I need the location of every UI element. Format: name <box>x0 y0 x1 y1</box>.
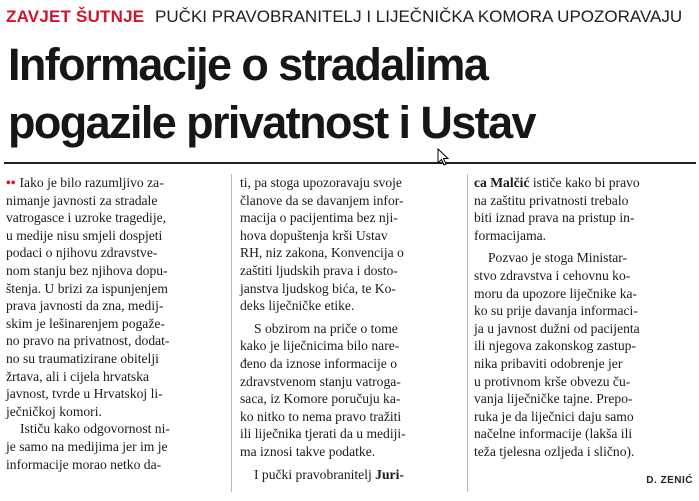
paragraph-7 <box>474 249 696 460</box>
headline-line-2: pogazile privatnost i Ustav <box>8 97 535 148</box>
text-line: na zaštitu privatnosti trebalo <box>474 192 629 208</box>
paragraph-2 <box>6 420 224 473</box>
author-byline: D. ZENIĆ <box>646 475 693 486</box>
paragraph-1 <box>6 174 224 420</box>
text-line: vatrogasce i uzroke tragedije, <box>6 210 167 226</box>
text-line: S obzirom na priče o tome <box>254 320 398 336</box>
text-line: prava javnosti da zna, medij- <box>6 298 164 314</box>
article-column-2 <box>240 174 462 483</box>
text-line: RH, niz zakona, Konvencija o <box>240 245 404 261</box>
text-line: članove da se davanjem infor- <box>240 192 404 208</box>
text-line: ko nitko to nema pravo tražiti <box>240 408 402 424</box>
text-line: vanja liječničke tajne. Prepo- <box>474 391 633 407</box>
text-line: ko su prije davanja informaci- <box>474 303 638 319</box>
text-line: informacije morao netko da- <box>6 456 162 472</box>
text-line: kako je liječnicima bilo nare- <box>240 338 400 354</box>
text-line: štenja. U brizi za ispunjenjem <box>6 280 168 296</box>
text-line: ca Malčić ističe kako bi pravo <box>474 175 640 190</box>
text-line: podaci o njihovu zdravstve- <box>6 245 158 261</box>
text-line: I pučki pravobranitelj Juri- <box>254 466 404 482</box>
text-line: u medije nisu smjeli dospjeti <box>6 227 163 243</box>
text-line: stvo zdravstva i cehovnu ko- <box>474 267 631 283</box>
text-line: ili njegova zakonskog zastup- <box>474 338 636 354</box>
text-line: ječničkoj komori. <box>6 403 102 419</box>
column-divider <box>467 174 468 492</box>
mouse-cursor-icon <box>437 148 449 166</box>
text-line: formacijama. <box>474 227 547 243</box>
headline-line-1: Informacije o stradalima <box>8 39 488 90</box>
text-line: žrtava, ali i cijela hrvatska <box>6 368 150 384</box>
text-line: ti, pa stoga upozoravaju svoje <box>240 175 402 190</box>
text-line: javnost, tvrde u Hrvatskoj li- <box>6 386 163 402</box>
paragraph-5 <box>240 466 462 484</box>
text-line: skim je lešinarenjem pogaže- <box>6 315 165 331</box>
text-line: teža tjelesna ozljeda i slično). <box>474 443 635 459</box>
text-line: •• Iako je bilo razumljivo za- <box>6 175 164 190</box>
text-line: hova dopuštenja krši Ustav <box>240 227 388 243</box>
text-line: Pozvao je stoga Ministar- <box>488 250 628 266</box>
text-line: deks liječničke etike. <box>240 298 355 314</box>
text-line: saca, iz Komore poručuju ka- <box>240 391 401 407</box>
text-line: nom stanju bez njihova dopu- <box>6 262 168 278</box>
text-line: ja u javnost dužni od pacijenta <box>474 320 640 336</box>
text-line: u protivnom krše obvezu ču- <box>474 373 631 389</box>
headline <box>8 36 698 152</box>
bullet-marker: •• <box>6 175 16 190</box>
column-divider <box>231 174 232 492</box>
kicker-subtitle: PUČKI PRAVOBRANITELJ I LIJEČNIČKA KOMORA UPOZORAVAJU <box>155 7 683 26</box>
text-line: macija o pacijentima bez nji- <box>240 210 398 226</box>
text-line: je samo na medijima jer im je <box>6 438 168 454</box>
text-line: biti iznad prava na pristup in- <box>474 210 635 226</box>
text-line: no pravo na privatnost, dodat- <box>6 333 170 349</box>
kicker-label: ZAVJET ŠUTNJE <box>6 7 145 26</box>
paragraph-3 <box>240 174 462 315</box>
paragraph-4 <box>240 320 462 461</box>
headline-rule <box>4 162 696 164</box>
text-line: ma iznosi takve podatke. <box>240 443 376 459</box>
text-line: Ističu kako odgovornost ni- <box>20 421 170 437</box>
text-line: janstva ljudskog bića, te Ko- <box>240 280 396 296</box>
person-name: Juri- <box>375 466 404 482</box>
text-line: ili liječnika tjerati da u mediji- <box>240 426 406 442</box>
kicker <box>6 4 696 30</box>
person-name: ca Malčić <box>474 175 530 190</box>
text-line: no su traumatizirane obitelji <box>6 350 159 366</box>
text-line: zaštiti ljudskih prava i dosto- <box>240 262 398 278</box>
text-line: ruka je da liječnici daju samo <box>474 408 634 424</box>
text-line: zdravstvenom stanju vatroga- <box>240 373 401 389</box>
article-column-3 <box>474 174 696 461</box>
article-column-1 <box>6 174 224 473</box>
text-line: nika pribaviti odobrenje jer <box>474 355 623 371</box>
text-line: moru da upozore liječnike ka- <box>474 285 638 301</box>
text-line: načelne informacije (lakša ili <box>474 426 633 442</box>
paragraph-6 <box>474 174 696 244</box>
text-line: nimanje javnosti za stradale <box>6 192 158 208</box>
text-line: đeno da iznose informacije o <box>240 355 398 371</box>
